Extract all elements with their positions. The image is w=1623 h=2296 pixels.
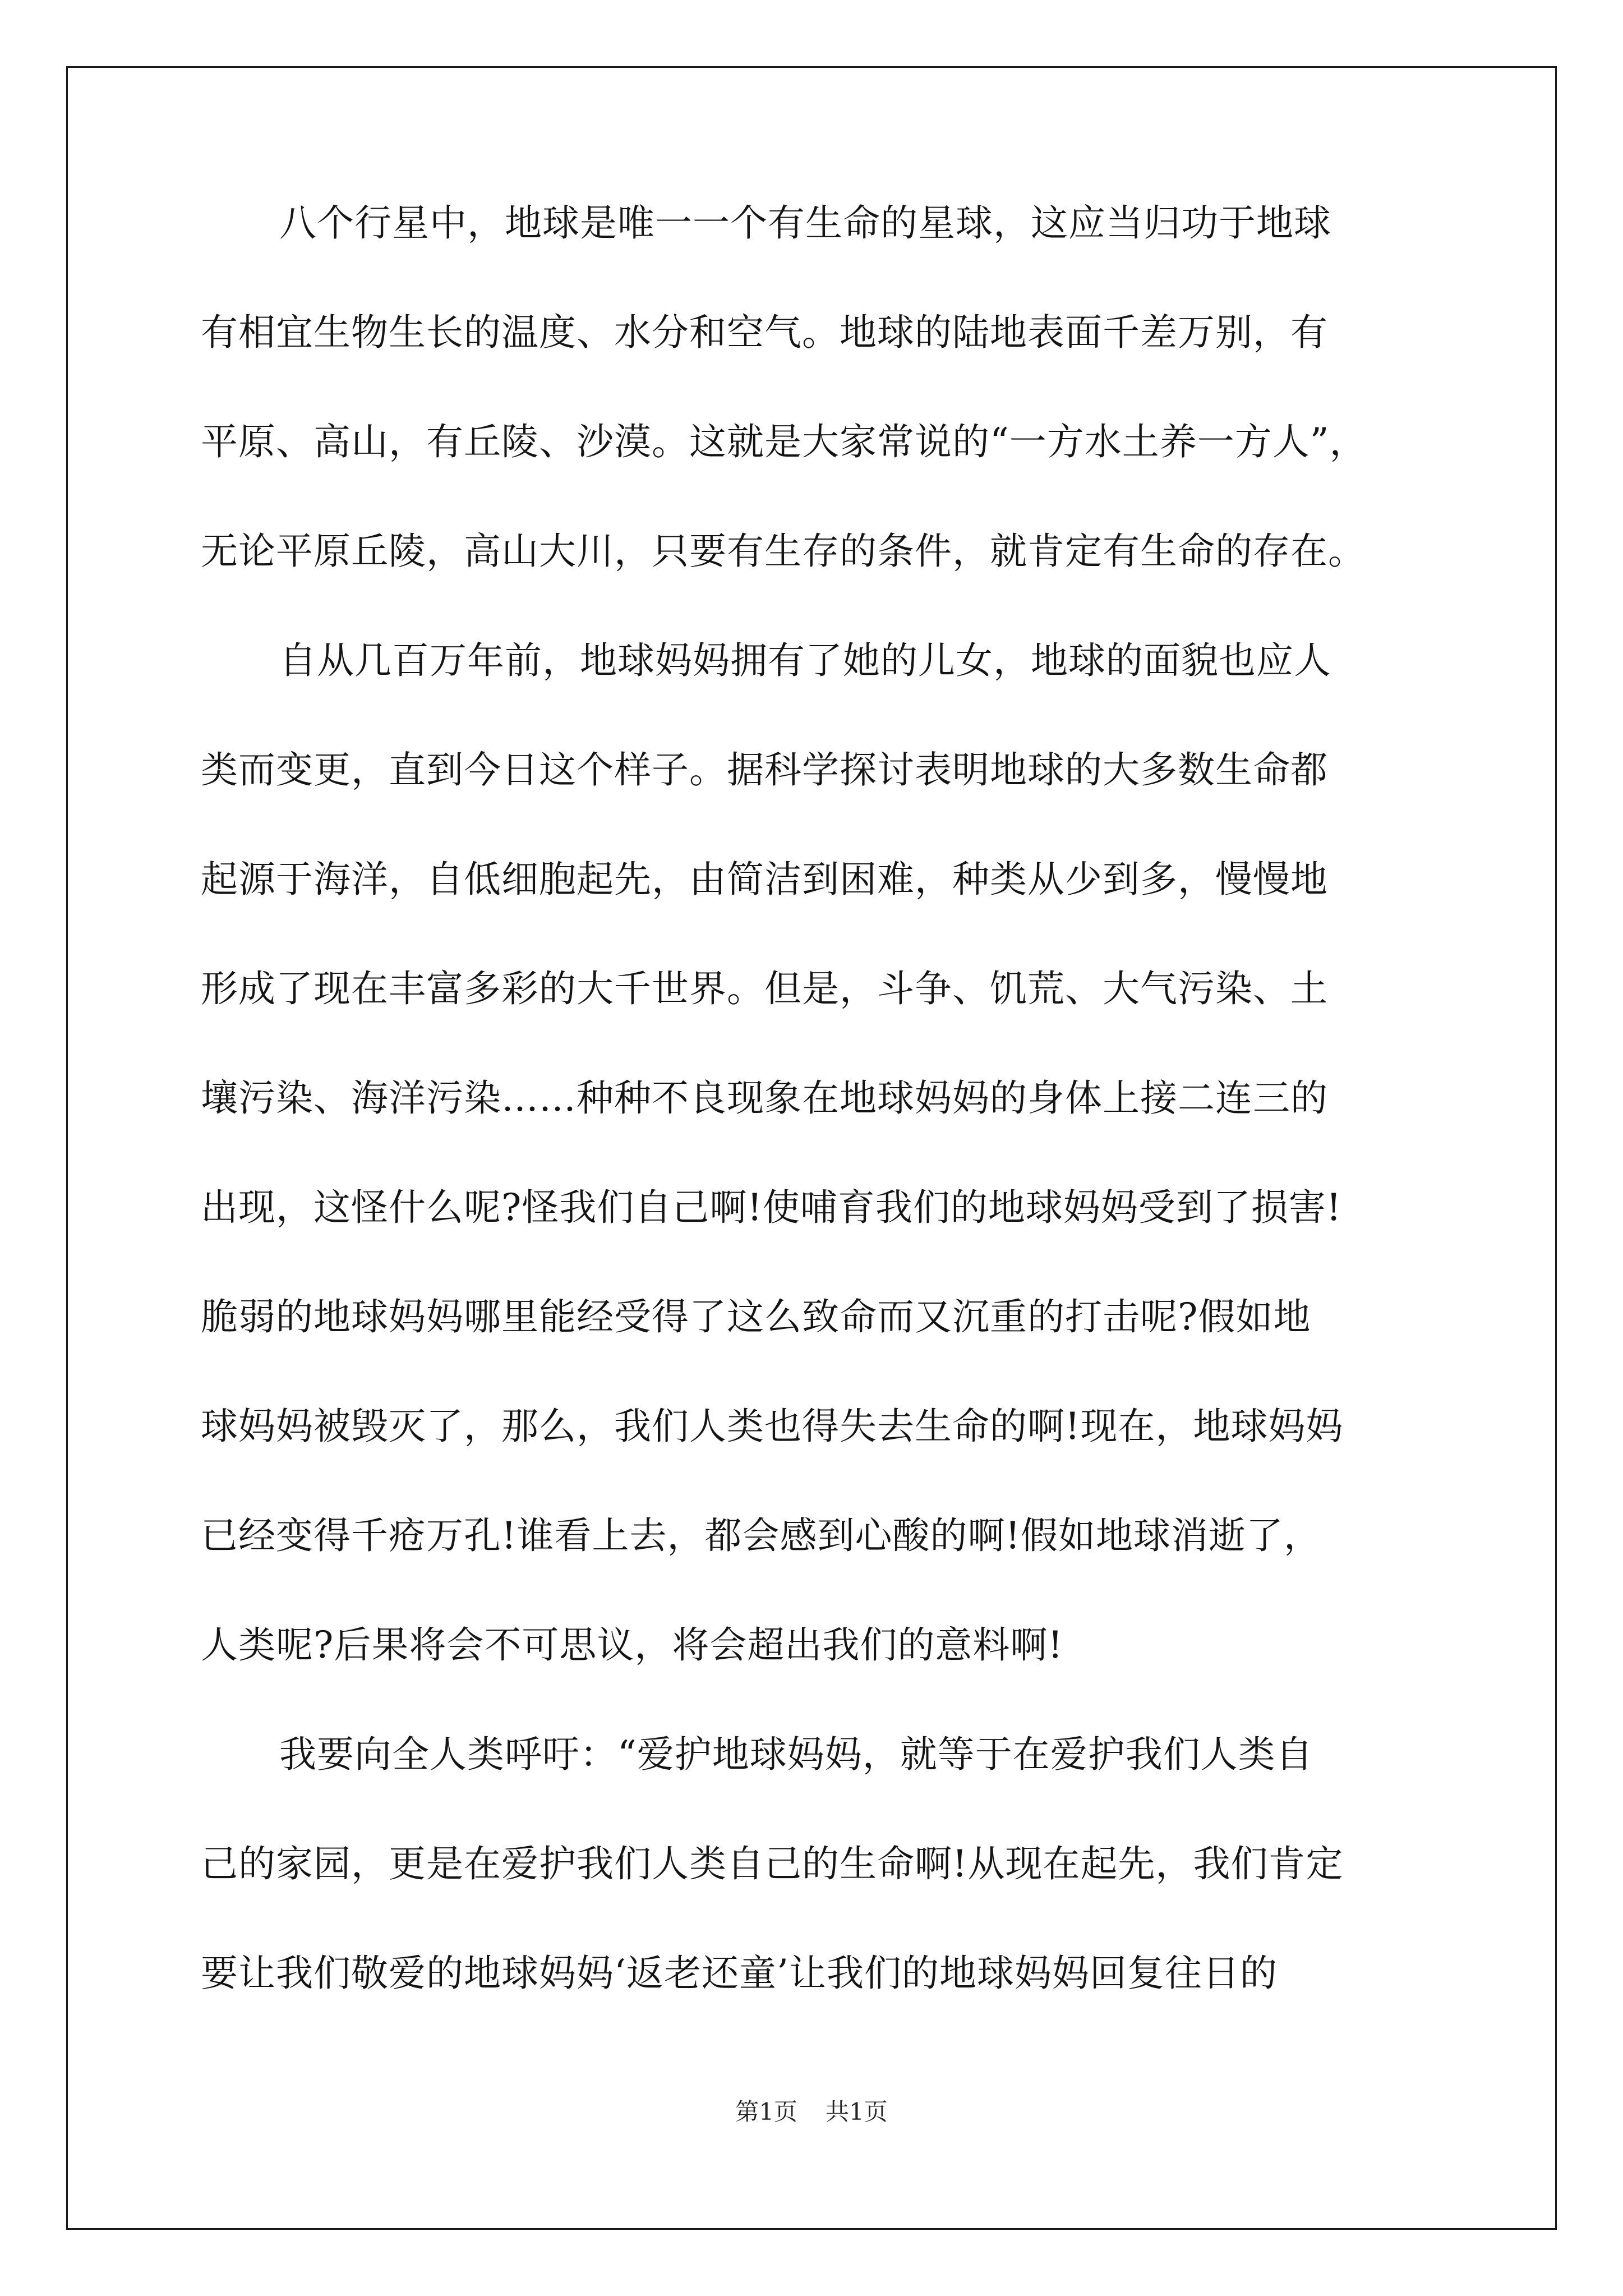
paragraph-2-line-9: 已经变得千疮万孔!谁看上去，都会感到心酸的啊!假如地球消逝了，	[201, 1514, 1322, 1557]
paragraph-1-line-4: 无论平原丘陵，高山大川，只要有生存的条件，就肯定有生命的存在。	[201, 530, 1366, 573]
paragraph-1-line-1: 八个行星中，地球是唯一一个有生命的星球，这应当归功于地球	[279, 201, 1331, 245]
page-footer	[0, 2093, 1623, 2127]
paragraph-2-line-4: 形成了现在丰富多彩的大千世界。但是，斗争、饥荒、大气污染、土	[201, 967, 1328, 1010]
page-number-current: 第1页	[735, 2098, 797, 2125]
page-number-total: 共1页	[826, 2098, 888, 2125]
paragraph-2-line-5: 壤污染、海洋污染……种种不良现象在地球妈妈的身体上接二连三的	[201, 1076, 1328, 1120]
paragraph-2-line-1: 自从几百万年前，地球妈妈拥有了她的儿女，地球的面貌也应人	[279, 639, 1331, 682]
paragraph-3-line-3: 要让我们敬爱的地球妈妈‘返老还童’让我们的地球妈妈回复往日的	[201, 1952, 1278, 1995]
document-body	[201, 168, 1468, 2028]
paragraph-2-line-8: 球妈妈被毁灭了，那么，我们人类也得失去生命的啊!现在，地球妈妈	[201, 1405, 1344, 1448]
paragraph-3-line-1: 我要向全人类呼吁：“爱护地球妈妈，就等于在爱护我们人类自	[279, 1733, 1313, 1776]
paragraph-2-line-3: 起源于海洋，自低细胞起先，由简洁到困难，种类从少到多，慢慢地	[201, 858, 1328, 901]
paragraph-1-line-3: 平原、高山，有丘陵、沙漠。这就是大家常说的“一方水土养一方人”，	[201, 420, 1367, 463]
paragraph-1-line-2: 有相宜生物生长的温度、水分和空气。地球的陆地表面千差万别，有	[201, 311, 1328, 354]
paragraph-3-line-2: 己的家园，更是在爱护我们人类自己的生命啊!从现在起先，我们肯定	[201, 1842, 1344, 1885]
paragraph-2-line-2: 类而变更，直到今日这个样子。据科学探讨表明地球的大多数生命都	[201, 748, 1328, 792]
paragraph-2-line-7: 脆弱的地球妈妈哪里能经受得了这么致命而又沉重的打击呢?假如地	[201, 1295, 1311, 1338]
paragraph-2-line-10: 人类呢?后果将会不可思议，将会超出我们的意料啊!	[201, 1623, 1063, 1667]
paragraph-2-line-6: 出现，这怪什么呢?怪我们自己啊!使哺育我们的地球妈妈受到了损害!	[201, 1186, 1342, 1229]
